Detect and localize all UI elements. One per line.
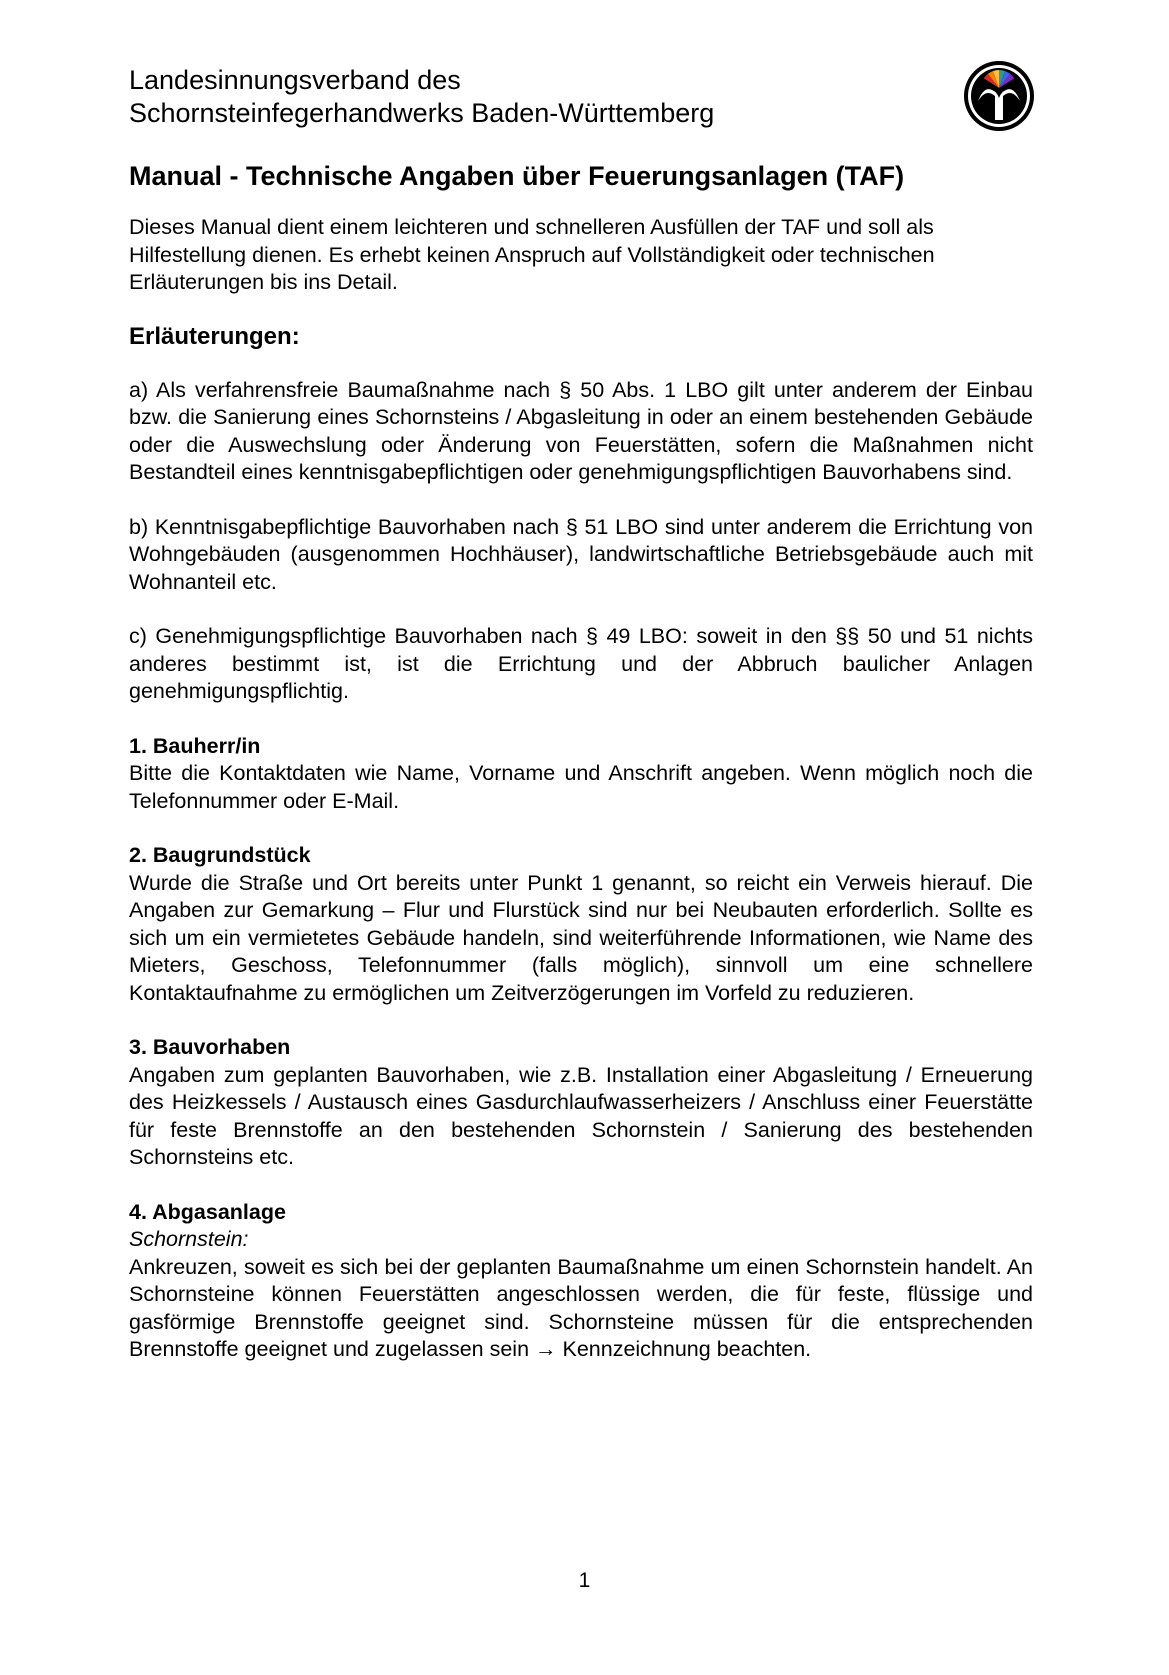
section-title: 1. Bauherr/in xyxy=(129,733,261,758)
section-bauherr xyxy=(129,733,1033,816)
section-baugrundstueck xyxy=(129,842,1033,1007)
organization-name-line1: Landesinnungsverband des xyxy=(129,65,461,95)
section-text: Ankreuzen, soweit es sich bei der geplanten Baumaßnahme um einen Schornstein handelt. An Schornsteine können Feuerstätten angeschlossen werden, die für feste, flüssige und gasförmige Brennstoffe geeignet sind. Schornsteine müssen für die entsprechenden Brennstoffe geeignet und zugelassen sein → Kennzeichnung beachten. xyxy=(129,1254,1033,1361)
page-number: 1 xyxy=(578,1569,591,1592)
explanation-item-a: a) Als verfahrensfreie Baumaßnahme nach § 50 Abs. 1 LBO gilt unter anderem der Einbau bzw. die Sanierung eines Schornsteins / Abgasleitung in oder an einem bestehenden Gebäude oder die Auswechslung oder Änderung von Feuerstätten, sofern die Maßnahmen nicht Bestandteil eines kenntnisgabepflichtigen oder genehmigungspflichtigen Bauvorhabens sind. xyxy=(129,377,1033,484)
explanation-item-c: c) Genehmigungspflichtige Bauvorhaben nach § 49 LBO: soweit in den §§ 50 und 51 nichts anderes bestimmt ist, ist die Errichtung und der Abbruch baulicher Anlagen genehmigungspflichtig. xyxy=(129,624,1033,703)
main-content xyxy=(129,160,1033,1391)
section-text: Angaben zum geplanten Bauvorhaben, wie z.B. Installation einer Abgasleitung / Erneuerung des Heizkessels / Austausch eines Gasdurchlaufwasserheizers / Anschluss einer Feuerstätte für feste Brennstoffe an den bestehenden Schornstein / Sanierung des bestehenden Schornsteins etc. xyxy=(129,1062,1033,1169)
section-text: Wurde die Straße und Ort bereits unter Punkt 1 genannt, so reicht ein Verweis hierauf. Die Angaben zur Gemarkung – Flur und Flurstück sind nur bei Neubauten erforderlich. Sollte es sich um ein vermietetes Gebäude handeln, sind weiterführende Informationen, wie Name des Mieters, Geschoss, Telefonnummer (falls möglich), sinnvoll um eine schnellere Kontaktaufnahme zu ermöglichen um Zeitverzögerungen im Vorfeld zu reduzieren. xyxy=(129,870,1033,1005)
explanations-heading: Erläuterungen: xyxy=(129,322,300,350)
organization-name-line2: Schornsteinfegerhandwerks Baden-Württemberg xyxy=(129,98,715,128)
section-text: Bitte die Kontaktdaten wie Name, Vorname und Anschrift angeben. Wenn möglich noch die Telefonnummer oder E-Mail. xyxy=(129,761,1033,813)
explanation-item-b: b) Kenntnisgabepflichtige Bauvorhaben nach § 51 LBO sind unter anderem die Errichtung von Wohngebäuden (ausgenommen Hochhäuser), landwirtschaftliche Betriebsgebäude auch mit Wohnanteil etc. xyxy=(129,514,1033,594)
section-subtitle: Schornstein: xyxy=(129,1227,249,1251)
section-title: 2. Baugrundstück xyxy=(129,843,311,867)
section-bauvorhaben xyxy=(129,1034,1033,1172)
section-abgasanlage xyxy=(129,1199,1033,1364)
section-title: 4. Abgasanlage xyxy=(129,1199,286,1224)
intro-paragraph: Dieses Manual dient einem leichteren und schnelleren Ausfüllen der TAF und soll als Hilfestellung dienen. Es erhebt keinen Anspruch auf Vollständigkeit oder technischen Erläuterungen bis ins Detail. xyxy=(129,215,935,294)
document-title: Manual - Technische Angaben über Feuerungsanlagen (TAF) xyxy=(129,161,905,191)
chimney-sweep-guild-logo-icon xyxy=(962,58,1036,134)
organization-name xyxy=(129,64,714,130)
section-title: 3. Bauvorhaben xyxy=(129,1035,291,1059)
